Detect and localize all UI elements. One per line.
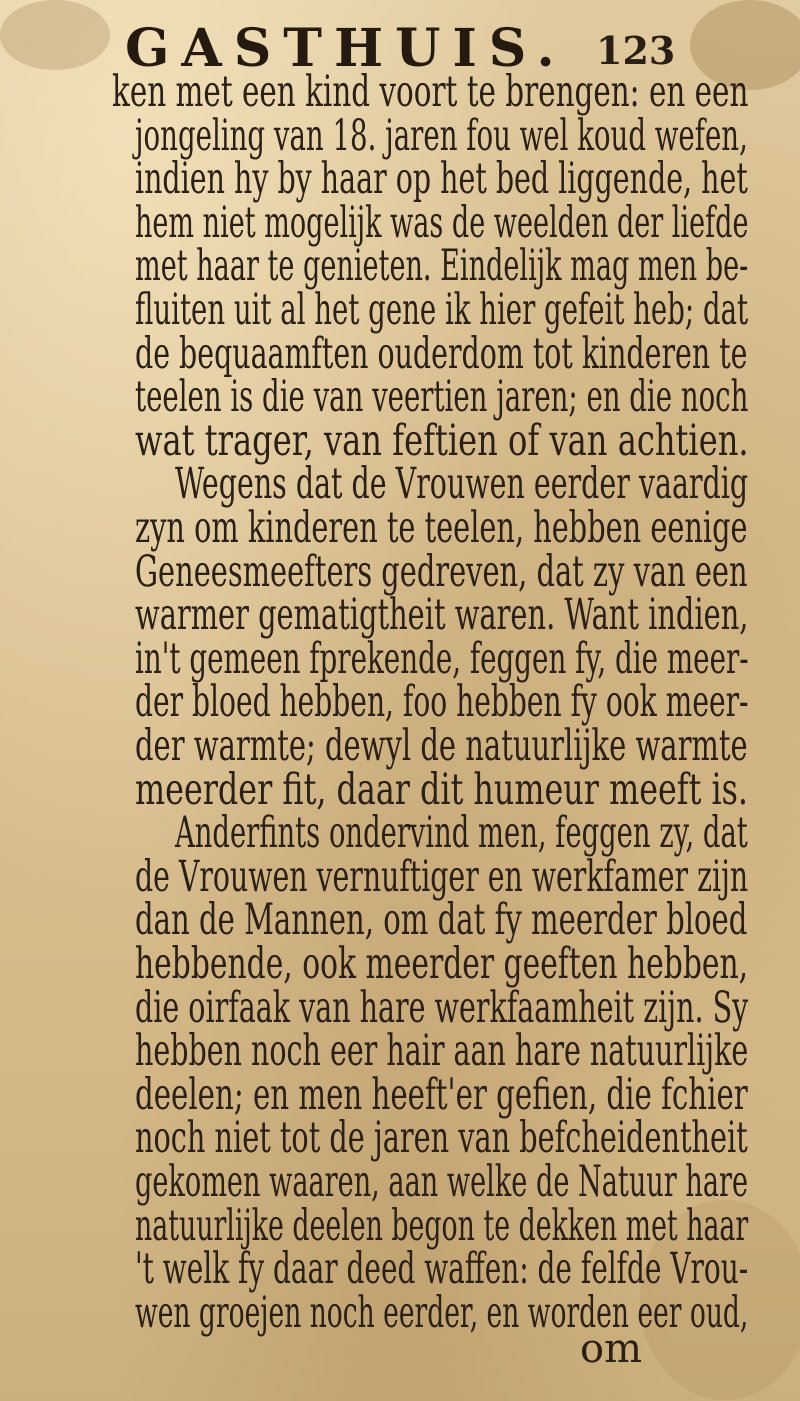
text-line: zyn om kinderen te teelen, hebben eenige bbox=[135, 503, 748, 553]
text-line: de bequaamften ouderdom tot kinderen te bbox=[135, 328, 748, 379]
text-line: hebbende, ook meerder geeften hebben, bbox=[135, 939, 749, 989]
text-line: dan de Mannen, om dat fy meerder bloed bbox=[135, 895, 748, 946]
text-line: gekomen waaren, aan welke de Natuur hare bbox=[135, 1157, 749, 1207]
text-line: deelen; en men heeft'er gefien, die fchier bbox=[135, 1069, 748, 1120]
text-line: Wegens dat de Vrouwen eerder vaardig bbox=[175, 459, 749, 510]
text-line: de Vrouwen vernuftiger en werkfamer zijn bbox=[135, 851, 749, 902]
text-line: Anderfints ondervind men, feggen zy, dat bbox=[175, 808, 748, 859]
text-line: teelen is die van veertien jaren; en die noch bbox=[135, 372, 749, 423]
text-line: meerder fit, daar dit humeur meeft is. bbox=[135, 764, 749, 815]
text-line: warmer gematigtheit waren. Want indien, bbox=[135, 590, 749, 641]
text-line: wen groejen noch eerder, en worden eer oud, bbox=[135, 1287, 749, 1338]
text-line: noch niet tot de jaren van befcheidentheit bbox=[135, 1113, 748, 1164]
text-line: natuurlijke deelen begon te dekken met haar bbox=[135, 1200, 749, 1251]
text-line: der warmte; dewyl de natuurlijke warmte bbox=[135, 721, 748, 771]
text-line: jongeling van 18. jaren fou wel koud wefen, bbox=[135, 110, 748, 161]
text-line: der bloed hebben, foo hebben fy ook meer- bbox=[135, 677, 749, 728]
text-line: indien hy by haar op het bed liggende, het bbox=[135, 154, 748, 205]
running-head-title: GASTHUIS. bbox=[125, 18, 567, 79]
text-line: die oirfaak van hare werkfaamheit zijn. Sy bbox=[135, 982, 749, 1033]
text-line: ken met een kind voort te brengen: en een bbox=[112, 67, 749, 117]
page-number: 123 bbox=[596, 28, 676, 73]
text-line: in't gemeen fprekende, feggen fy, die meer- bbox=[135, 633, 749, 684]
catchword: om bbox=[580, 1326, 643, 1373]
text-line: met haar te genieten. Eindelijk mag men be- bbox=[135, 241, 749, 292]
text-line: hebben noch eer hair aan hare natuurlijke bbox=[135, 1026, 749, 1077]
text-line: wat trager, van feftien of van achtien. bbox=[135, 415, 749, 466]
text-line: 't welk fy daar deed waffen: de felfde Vrou- bbox=[135, 1244, 749, 1295]
text-line: hem niet mogelijk was de weelden der liefde bbox=[135, 197, 749, 248]
text-line: fluiten uit al het gene ik hier gefeit heb; dat bbox=[135, 285, 749, 335]
text-line: Geneesmeefters gedreven, dat zy van een bbox=[135, 546, 748, 597]
